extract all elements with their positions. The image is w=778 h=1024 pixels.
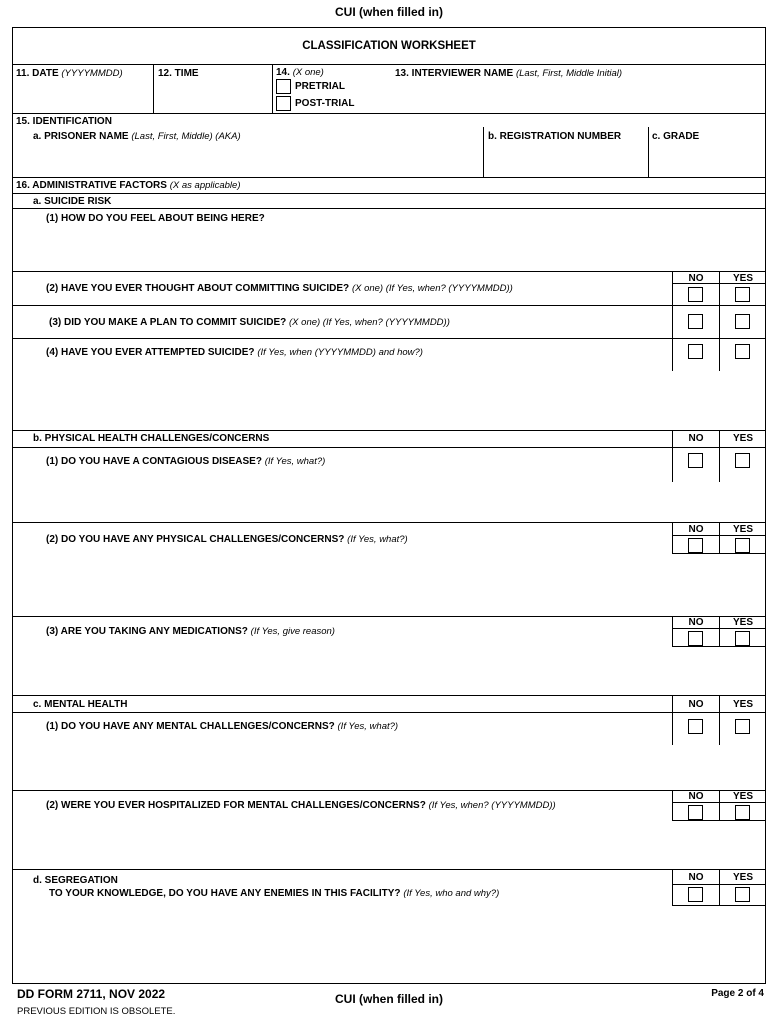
segregation-q1: TO YOUR KNOWLEDGE, DO YOU HAVE ANY ENEMIES IN THIS FACILITY? (If Yes, who and why?)	[49, 888, 500, 899]
pretrial-label: PRETRIAL	[295, 81, 345, 92]
yes-header: YES	[732, 617, 753, 628]
cui-header: CUI (when filled in)	[335, 5, 443, 19]
time-label: 12. TIME	[158, 68, 199, 79]
physical-q1: (1) DO YOU HAVE A CONTAGIOUS DISEASE? (If Yes, what?)	[46, 456, 326, 467]
mental-q1: (1) DO YOU HAVE ANY MENTAL CHALLENGES/CONCERNS? (If Yes, what?)	[46, 721, 399, 732]
mental-q2-no-checkbox[interactable]	[688, 805, 703, 820]
form-title: CLASSIFICATION WORKSHEET	[302, 40, 476, 52]
no-header: NO	[688, 433, 704, 444]
segregation-label: d. SEGREGATION	[33, 875, 118, 886]
segregation-no-checkbox[interactable]	[688, 887, 703, 902]
suicide-q2: (2) HAVE YOU EVER THOUGHT ABOUT COMMITTING SUICIDE? (X one) (If Yes, when? (YYYYMMDD))	[46, 283, 513, 294]
suicide-q3-yes-checkbox[interactable]	[735, 314, 750, 329]
physical-q3-yes-checkbox[interactable]	[735, 631, 750, 646]
mental-q2: (2) WERE YOU EVER HOSPITALIZED FOR MENTAL CHALLENGES/CONCERNS? (If Yes, when? (YYYYMMDD))	[46, 800, 556, 811]
page-number: Page 2 of 4	[711, 988, 764, 999]
physical-q2-no-checkbox[interactable]	[688, 538, 703, 553]
suicide-q2-yes-checkbox[interactable]	[735, 287, 750, 302]
form-frame	[12, 27, 766, 984]
obsolete-notice: PREVIOUS EDITION IS OBSOLETE.	[17, 1006, 176, 1017]
suicide-q1: (1) HOW DO YOU FEEL ABOUT BEING HERE?	[46, 213, 265, 224]
cui-footer: CUI (when filled in)	[335, 992, 443, 1006]
registration-number-label: b. REGISTRATION NUMBER	[488, 131, 622, 142]
no-header: NO	[688, 791, 704, 802]
yes-header: YES	[732, 433, 753, 444]
no-header: NO	[688, 699, 704, 710]
suicide-q2-no-checkbox[interactable]	[688, 287, 703, 302]
suicide-risk-label: a. SUICIDE RISK	[33, 196, 112, 207]
date-label: 11. DATE (YYYYMMDD)	[16, 68, 123, 79]
status-label: 14. (X one)	[276, 67, 324, 78]
mental-q2-yes-checkbox[interactable]	[735, 805, 750, 820]
physical-q2: (2) DO YOU HAVE ANY PHYSICAL CHALLENGES/CONCERNS? (If Yes, what?)	[46, 534, 408, 545]
no-header: NO	[688, 872, 704, 883]
segregation-yes-checkbox[interactable]	[735, 887, 750, 902]
yes-header: YES	[732, 791, 753, 802]
suicide-q3-no-checkbox[interactable]	[688, 314, 703, 329]
physical-q3-no-checkbox[interactable]	[688, 631, 703, 646]
no-header: NO	[688, 273, 704, 284]
mental-health-label: c. MENTAL HEALTH	[33, 699, 128, 710]
yes-header: YES	[732, 872, 753, 883]
physical-q2-yes-checkbox[interactable]	[735, 538, 750, 553]
suicide-q4: (4) HAVE YOU EVER ATTEMPTED SUICIDE? (If Yes, when (YYYYMMDD) and how?)	[46, 347, 423, 358]
yes-header: YES	[732, 699, 753, 710]
no-header: NO	[688, 617, 704, 628]
identification-label: 15. IDENTIFICATION	[16, 116, 112, 127]
suicide-q4-no-checkbox[interactable]	[688, 344, 703, 359]
pretrial-checkbox[interactable]	[276, 79, 291, 94]
suicide-q3: (3) DID YOU MAKE A PLAN TO COMMIT SUICIDE? (X one) (If Yes, when? (YYYYMMDD))	[49, 317, 450, 328]
no-header: NO	[688, 524, 704, 535]
physical-q1-yes-checkbox[interactable]	[735, 453, 750, 468]
mental-q1-no-checkbox[interactable]	[688, 719, 703, 734]
interviewer-name-label: 13. INTERVIEWER NAME (Last, First, Middle Initial)	[395, 68, 623, 79]
physical-q3: (3) ARE YOU TAKING ANY MEDICATIONS? (If Yes, give reason)	[46, 626, 335, 637]
yes-header: YES	[732, 273, 753, 284]
prisoner-name-label: a. PRISONER NAME (Last, First, Middle) (AKA)	[33, 131, 241, 142]
post-trial-checkbox[interactable]	[276, 96, 291, 111]
suicide-q4-yes-checkbox[interactable]	[735, 344, 750, 359]
admin-factors-label: 16. ADMINISTRATIVE FACTORS (X as applicable)	[16, 180, 241, 191]
physical-q1-no-checkbox[interactable]	[688, 453, 703, 468]
grade-label: c. GRADE	[652, 131, 700, 142]
post-trial-label: POST-TRIAL	[295, 98, 355, 109]
mental-q1-yes-checkbox[interactable]	[735, 719, 750, 734]
yes-header: YES	[732, 524, 753, 535]
form-id: DD FORM 2711, NOV 2022	[17, 987, 166, 1001]
physical-health-label: b. PHYSICAL HEALTH CHALLENGES/CONCERNS	[33, 433, 270, 444]
